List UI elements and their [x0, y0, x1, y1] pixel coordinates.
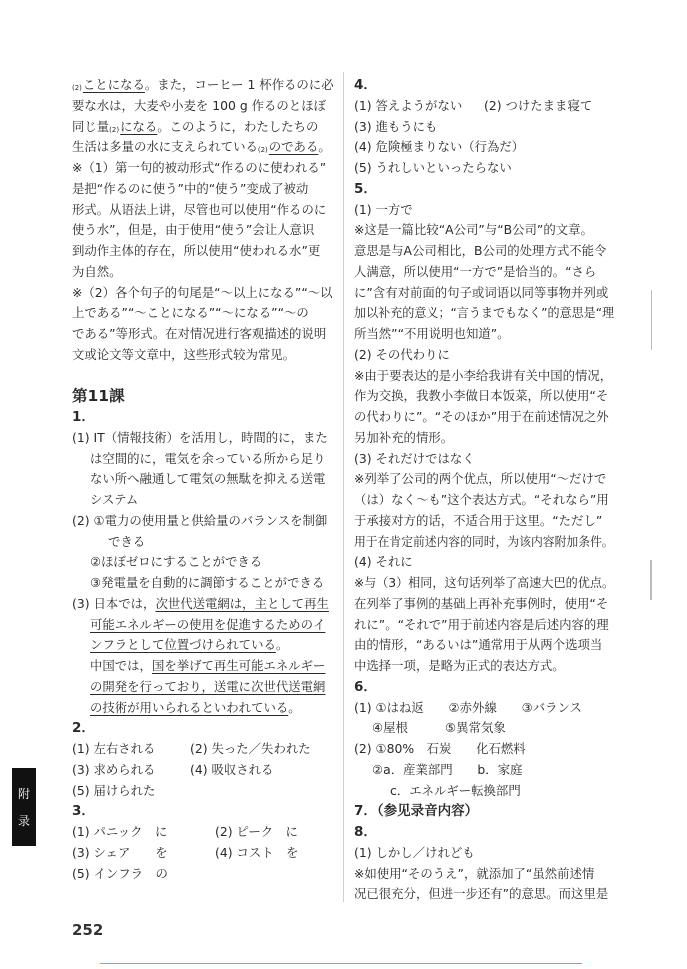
text-segment: ※（2）各个句子的句尾是“～以上になる”“～以: [72, 284, 333, 300]
text-line: [354, 594, 614, 615]
text-line: [72, 532, 334, 553]
text-line: [72, 137, 334, 158]
text-segment: (2) 失った／失われた: [190, 741, 311, 756]
text-segment: 在列举了事例的基础上再补充事例时，使用“そ: [354, 595, 609, 611]
text-segment: 。このように，わたしたちの: [157, 118, 319, 134]
text-line: [354, 200, 614, 221]
text-segment: (3) 進もうにも: [354, 118, 438, 134]
text-line: [72, 366, 334, 387]
section-number: [354, 75, 614, 96]
text-line: [354, 345, 614, 366]
text-line: [354, 303, 615, 324]
text-line: [354, 698, 614, 719]
text-line: [354, 573, 615, 594]
text-segment: （は）なく～も”这个表达方式。“それなら”用: [354, 492, 609, 507]
text-segment: (1) IT（情報技術）を活用し，時間的に，また: [72, 429, 328, 445]
text-line: [72, 490, 334, 511]
text-line: [354, 469, 614, 490]
text-line: [72, 345, 334, 366]
text-line: [72, 760, 334, 781]
text-segment: (4) 危険極まりない（行為だ）: [354, 139, 525, 155]
text-segment: 形式。从语法上讲，尽管也可以使用“作るのに: [72, 201, 327, 217]
text-segment: 。: [318, 139, 331, 155]
text-line: [72, 781, 334, 802]
text-segment: 况已很充分，但进一步还有”的意思。而这里是: [354, 886, 609, 902]
text-line: [354, 428, 614, 449]
text-line: [72, 698, 334, 719]
text-line: [72, 843, 334, 864]
section-number: [72, 718, 334, 739]
text-line: [72, 449, 334, 470]
text-segment: に”含有对前面的句子或词语以同等事物并列或: [354, 284, 609, 300]
text-segment: 。: [275, 637, 289, 653]
text-line: [354, 283, 614, 304]
text-segment: れに”。“それで”用于前述内容是后述内容的理: [354, 616, 609, 632]
text-segment: (1) しかし／けれども: [354, 844, 475, 860]
column-divider: [343, 72, 344, 902]
text-segment: ※如使用“そのうえ”，就添加了“虽然前述情: [354, 865, 595, 881]
text-line: [354, 656, 614, 677]
underlined-text: 次世代送電網は，主として再生: [155, 595, 329, 611]
text-segment: (4) コスト を: [215, 844, 299, 860]
text-segment: 人满意，所以使用“一方で”是恰当的。“さら: [354, 263, 597, 279]
text-line: [72, 200, 334, 221]
text-segment: できる: [108, 533, 146, 549]
text-line: [72, 241, 334, 262]
text-segment: (3) 日本では，: [72, 595, 156, 611]
text-line: [72, 96, 334, 117]
text-line: [354, 843, 614, 864]
text-line: [72, 75, 334, 96]
text-segment: (3) 求められる: [72, 761, 156, 777]
text-line: [354, 262, 614, 283]
text-segment: ※列举了公司的两个优点，所以使用“～だけで: [354, 471, 607, 487]
section-number: [354, 179, 614, 200]
text-segment: ②ほぼゼロにすることができる: [90, 554, 263, 570]
text-segment: 生活は多量の水に支えられている: [72, 139, 258, 155]
text-segment: (1) パニック に: [72, 824, 168, 839]
text-segment: (2) ①電力の使用量と供給量のバランスを制御: [72, 512, 328, 528]
text-line: [354, 407, 614, 428]
text-line: [72, 469, 334, 490]
text-segment: 3．: [72, 803, 95, 820]
text-segment: 6．: [354, 678, 377, 695]
text-line: [72, 677, 334, 698]
text-segment: ※这是一篇比较“A公司”与“B公司”的文章。: [354, 222, 593, 238]
underlined-text: ことになる: [82, 77, 145, 92]
underlined-text: ンフラとして位置づけられている: [90, 637, 276, 653]
text-segment: システム: [90, 492, 139, 507]
text-line: [354, 137, 614, 158]
side-tab-char: 录: [17, 814, 30, 828]
text-segment: 。また，コーヒー 1 杯作るのに必: [144, 77, 334, 92]
text-line: [354, 552, 614, 573]
text-segment: (5) 届けられた: [72, 782, 156, 798]
text-line: [72, 117, 334, 138]
text-segment: ※由于要表达的是小李给我讲有关中国的情况，: [354, 367, 613, 383]
scan-artifact: [651, 290, 652, 350]
text-segment: 第11課: [72, 387, 125, 406]
text-segment: ③発電量を自動的に調節することができる: [90, 575, 325, 590]
text-segment: である”等形式。在对情况进行客观描述的说明: [72, 326, 327, 341]
text-segment: 作为交换，我教小李做日本饭菜，所以使用“そ: [354, 388, 609, 404]
text-segment: (2) ①80% 石炭 化石燃料: [354, 741, 526, 756]
left-column: [72, 75, 334, 884]
blank-number-marker: (2): [109, 125, 120, 134]
text-segment: 2．: [72, 720, 95, 737]
text-segment: (4) それに: [354, 554, 413, 570]
text-line: [72, 552, 334, 573]
text-line: [72, 262, 334, 283]
text-segment: (1) 左右される: [72, 741, 156, 756]
lesson-heading: [72, 386, 334, 407]
text-segment: (2) ピーク に: [215, 824, 298, 839]
text-segment: 文或论文等文章中，这些形式较为常见。: [72, 346, 296, 362]
text-segment: (2) その代わりに: [354, 346, 450, 362]
text-segment: ②a．産業部門 b．家庭: [372, 761, 523, 777]
text-segment: ない所へ融通して電気の無駄を抑える送電: [90, 471, 326, 487]
text-line: [72, 428, 334, 449]
text-line: [354, 884, 614, 905]
text-segment: 中选择一项，是略为正式的表达方式。: [354, 658, 565, 673]
text-line: [72, 864, 334, 885]
text-segment: 8．: [354, 824, 377, 840]
text-line: [354, 96, 614, 117]
text-segment: (4) 吸収される: [190, 761, 274, 777]
text-line: [354, 241, 614, 262]
blank-number-marker: (2): [72, 84, 82, 92]
text-segment: 是把“作るのに使う”中的“使う”变成了被动: [72, 180, 309, 196]
text-segment: 中国では，: [90, 658, 152, 673]
text-segment: 另加补充的情形。: [354, 429, 454, 445]
underlined-text: の開発を行っており，送電に次世代送電網: [90, 678, 326, 694]
section-number: [72, 801, 334, 822]
text-segment: 。: [288, 699, 301, 715]
text-segment: (2) つけたまま寝て: [484, 97, 593, 113]
text-line: [354, 864, 614, 885]
text-segment: 由的情形，“あるいは”通常用于从两个选项当: [354, 637, 603, 653]
text-line: [354, 158, 614, 179]
text-line: [72, 283, 334, 304]
text-segment: (5) インフラ の: [72, 865, 168, 881]
text-segment: 加以补充的意义；“言うまでもなく”的意思是“理: [354, 305, 615, 321]
text-segment: 到动作主体的存在，所以使用“使われる水”更: [72, 243, 321, 258]
text-segment: 5．: [354, 180, 377, 197]
text-segment: 同じ量: [72, 118, 110, 134]
text-line: [354, 532, 614, 553]
text-segment: 所当然”“不用说明也知道”。: [354, 326, 510, 341]
text-line: [72, 220, 334, 241]
text-segment: 4．: [354, 77, 377, 93]
text-line: [72, 511, 334, 532]
text-line: [354, 490, 614, 511]
text-line: [72, 179, 334, 200]
text-line: [354, 117, 614, 138]
text-segment: (3) シェア を: [72, 844, 168, 860]
text-line: [354, 386, 614, 407]
text-line: [354, 449, 614, 470]
text-line: [354, 324, 614, 345]
text-segment: 使う水”，但是，由于使用“使う”会让人意识: [72, 222, 315, 238]
appendix-side-tab: [12, 768, 36, 846]
underlined-text: の技術が用いられるといわれている: [90, 699, 289, 715]
underlined-text: になる: [120, 118, 158, 134]
section-number: [354, 677, 614, 698]
text-segment: c．エネルギー転換部門: [390, 782, 521, 798]
text-segment: は空間的に，電気を余っている所から足り: [90, 450, 326, 466]
text-segment: の代わりに”。“そのほか”用于在前述情况之外: [354, 409, 609, 424]
text-line: [354, 366, 614, 387]
text-segment: 为自然。: [72, 263, 122, 279]
text-segment: (5) うれしいといったらない: [354, 160, 512, 175]
text-line: [354, 760, 614, 781]
text-line: [72, 615, 334, 636]
text-line: [72, 324, 334, 345]
text-segment: 意思是与A公司相比，B公司的处理方式不能令: [354, 243, 607, 258]
underlined-text: 可能エネルギーの使用を促進するためのイ: [90, 616, 326, 632]
text-line: [354, 739, 614, 760]
text-line: [354, 781, 614, 802]
right-column: [354, 75, 614, 905]
text-segment: 上である”“～ことになる”“～になる”“～の: [72, 305, 309, 321]
text-segment: ※（1）第一句的被动形式“作るのに使われる”: [72, 160, 327, 175]
section-number: [72, 407, 334, 428]
section-number: [354, 801, 614, 822]
text-segment: (3) それだけではなく: [354, 450, 475, 466]
blank-number-marker: (2): [257, 146, 268, 155]
text-line: [72, 594, 334, 615]
text-segment: (1) 一方で: [354, 201, 413, 217]
section-number: [354, 822, 614, 843]
text-segment: ④屋根 ⑤異常気象: [372, 720, 506, 736]
text-segment: 于承接对方的话，不适合用于这里。“ただし”: [354, 512, 603, 528]
text-segment: 要な水は，大麦や小麦を 100 g 作るのとほぼ: [72, 97, 326, 113]
bottom-rule: [100, 963, 582, 964]
text-line: [72, 739, 334, 760]
text-segment: (1) ①はね返 ②赤外線 ③バランス: [354, 699, 582, 715]
text-line: [354, 635, 614, 656]
text-segment: 1．: [72, 409, 95, 425]
underlined-text: のである: [268, 139, 319, 155]
text-segment: ※与（3）相同，这句话列举了高速大巴的优点。: [354, 575, 615, 590]
text-segment: 用于在肯定前述内容的同时，为该内容附加条件。: [354, 533, 614, 549]
page-number: 252: [72, 921, 104, 939]
scan-artifact: [650, 560, 652, 600]
text-line: [354, 511, 614, 532]
side-tab-char: 附: [17, 787, 30, 801]
text-segment: (1) 答えようがない: [354, 97, 463, 113]
text-line: [72, 573, 334, 594]
text-line: [72, 635, 334, 656]
text-line: [354, 718, 614, 739]
text-line: [72, 822, 334, 843]
text-segment: 7．（参见录音内容）: [354, 803, 479, 820]
text-line: [72, 656, 334, 677]
text-line: [354, 220, 614, 241]
text-line: [354, 615, 614, 636]
underlined-text: 国を挙げて再生可能エネルギー: [151, 658, 326, 673]
text-line: [72, 303, 334, 324]
text-line: [72, 158, 334, 179]
